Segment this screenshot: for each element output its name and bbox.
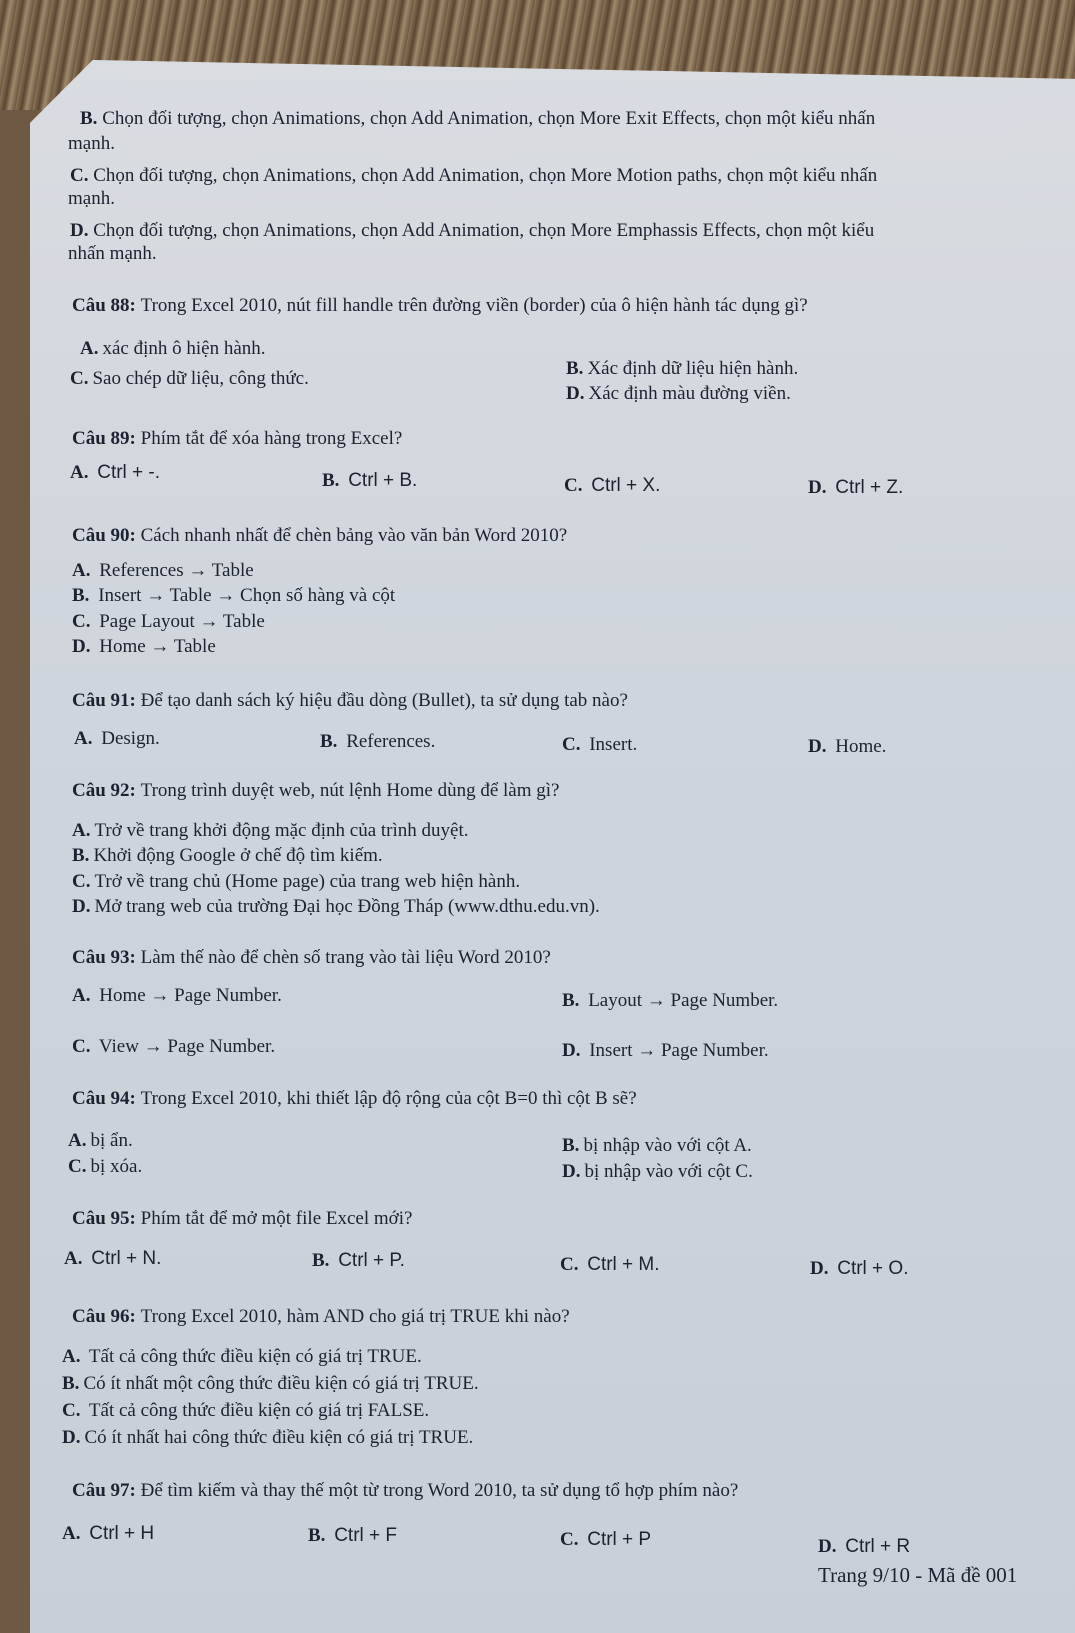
option-text: Sao chép dữ liệu, công thức. <box>92 368 309 389</box>
option-letter: A. <box>62 1523 81 1544</box>
option-text: View → Page Number. <box>98 1036 276 1057</box>
q94-option-c <box>68 1156 142 1178</box>
option-text: Home → Table <box>99 636 216 657</box>
question-text: Làm thế nào để chèn số trang vào tài liệu Word 2010? <box>140 947 551 968</box>
prev-option-c-cont: mạnh. <box>68 188 115 209</box>
option-text: Chọn đối tượng, chọn Animations, chọn Add Animation, chọn More Motion paths, chọn một kiểu nhấn <box>93 165 878 186</box>
q90-option-d <box>72 636 216 658</box>
option-text: Ctrl + Z. <box>835 477 904 498</box>
option-text: bị ẩn. <box>90 1130 133 1151</box>
option-letter: D. <box>808 477 827 498</box>
option-letter: D. <box>810 1258 829 1279</box>
question-text: Trong Excel 2010, nút fill handle trên đường viền (border) của ô hiện hành tác dụng gì? <box>140 295 808 316</box>
question-93 <box>72 947 551 969</box>
option-letter: A. <box>72 560 91 581</box>
option-text: Ctrl + F <box>334 1525 397 1546</box>
option-text: bị nhập vào với cột A. <box>583 1135 752 1156</box>
question-text: Để tạo danh sách ký hiệu đầu dòng (Bullet), ta sử dụng tab nào? <box>140 690 628 711</box>
option-letter: A. <box>64 1248 83 1269</box>
option-letter: D. <box>562 1161 581 1182</box>
question-96 <box>72 1306 570 1328</box>
q97-option-c <box>560 1529 651 1551</box>
q90-option-c <box>72 611 265 633</box>
option-letter: D. <box>818 1536 837 1557</box>
option-text: Ctrl + X. <box>591 475 661 496</box>
option-letter: A. <box>62 1346 81 1367</box>
q89-option-b <box>322 470 417 492</box>
q96-option-b <box>62 1373 479 1395</box>
question-text: Phím tắt để mở một file Excel mới? <box>140 1208 413 1229</box>
option-letter: C. <box>62 1400 81 1421</box>
q89-option-c <box>564 475 660 497</box>
prev-option-c <box>70 165 877 187</box>
q95-option-c <box>560 1254 660 1276</box>
option-text: Layout → Page Number. <box>588 990 779 1011</box>
question-label: Câu 97: <box>72 1480 136 1501</box>
option-text: References. <box>346 731 436 752</box>
q94-option-d <box>562 1161 753 1183</box>
option-letter: C. <box>70 165 89 186</box>
page-footer: Trang 9/10 - Mã đề 001 <box>818 1563 1018 1587</box>
q92-option-a <box>72 820 468 842</box>
option-text: Ctrl + M. <box>587 1254 660 1275</box>
option-text: Ctrl + P. <box>338 1250 405 1271</box>
option-letter: B. <box>562 1135 580 1156</box>
q97-option-b <box>308 1525 397 1547</box>
question-text: Cách nhanh nhất để chèn bảng vào văn bản Word 2010? <box>140 525 568 546</box>
option-text: Chọn đối tượng, chọn Animations, chọn Add Animation, chọn More Emphassis Effects, chọn một kiểu <box>93 220 875 241</box>
option-text: References → Table <box>99 560 254 581</box>
question-label: Câu 90: <box>72 525 136 546</box>
q93-option-d <box>562 1040 769 1062</box>
option-text: Ctrl + P <box>587 1529 652 1550</box>
q90-option-b <box>72 585 395 607</box>
option-text: Home → Page Number. <box>99 985 282 1006</box>
option-text: xác định ô hiện hành. <box>102 338 266 359</box>
option-letter: B. <box>308 1525 326 1546</box>
option-text: Ctrl + N. <box>91 1248 162 1269</box>
question-text: Trong Excel 2010, khi thiết lập độ rộng của cột B=0 thì cột B sẽ? <box>140 1088 637 1109</box>
question-text: Trong trình duyệt web, nút lệnh Home dùng để làm gì? <box>140 780 560 801</box>
option-letter: D. <box>62 1427 81 1448</box>
option-letter: B. <box>562 990 580 1011</box>
option-letter: D. <box>808 736 827 757</box>
option-text: Insert. <box>589 734 638 755</box>
option-letter: B. <box>80 108 98 129</box>
option-letter: D. <box>70 220 89 241</box>
question-88 <box>72 295 808 317</box>
question-text: Để tìm kiếm và thay thế một từ trong Word 2010, ta sử dụng tổ hợp phím nào? <box>140 1480 739 1501</box>
option-letter: C. <box>72 611 91 632</box>
option-letter: A. <box>74 728 93 749</box>
question-95 <box>72 1208 412 1230</box>
option-letter: B. <box>72 845 90 866</box>
option-letter: C. <box>562 734 581 755</box>
q91-option-d <box>808 736 886 758</box>
option-text: Trở về trang chủ (Home page) của trang web hiện hành. <box>94 871 521 892</box>
question-text: Trong Excel 2010, hàm AND cho giá trị TRUE khi nào? <box>140 1306 570 1327</box>
option-letter: D. <box>72 636 91 657</box>
question-label: Câu 96: <box>72 1306 136 1327</box>
option-text: Có ít nhất một công thức điều kiện có giá trị TRUE. <box>83 1373 479 1394</box>
option-letter: D. <box>72 896 91 917</box>
q97-option-a <box>62 1523 154 1545</box>
q92-option-b <box>72 845 383 867</box>
question-90 <box>72 525 567 547</box>
option-letter: B. <box>320 731 338 752</box>
option-text: Design. <box>101 728 160 749</box>
q89-option-a <box>70 462 160 484</box>
question-89 <box>72 428 402 450</box>
option-letter: B. <box>322 470 340 491</box>
q91-option-a <box>74 728 160 750</box>
q88-option-d <box>566 383 791 405</box>
option-letter: C. <box>70 368 89 389</box>
option-text: Mở trang web của trường Đại học Đồng Tháp (www.dthu.edu.vn). <box>94 896 600 917</box>
q95-option-a <box>64 1248 161 1270</box>
option-text: Ctrl + R <box>845 1536 911 1557</box>
option-text: bị xóa. <box>90 1156 143 1177</box>
q89-option-d <box>808 477 903 499</box>
question-label: Câu 89: <box>72 428 136 449</box>
q88-option-c <box>70 368 309 390</box>
q96-option-a <box>62 1346 422 1368</box>
option-text: Insert → Page Number. <box>589 1040 769 1061</box>
q94-option-a <box>68 1130 133 1152</box>
question-97 <box>72 1480 738 1502</box>
q93-option-a <box>72 985 282 1007</box>
q92-option-c <box>72 871 520 893</box>
option-text: Ctrl + O. <box>837 1258 909 1279</box>
q91-option-c <box>562 734 637 756</box>
option-letter: C. <box>68 1156 87 1177</box>
option-letter: D. <box>566 383 585 404</box>
q91-option-b <box>320 731 435 753</box>
q94-option-b <box>562 1135 752 1157</box>
option-letter: B. <box>566 358 584 379</box>
prev-option-d-cont: nhấn mạnh. <box>68 243 157 264</box>
option-letter: C. <box>560 1254 579 1275</box>
option-text: Home. <box>835 736 887 757</box>
option-letter: A. <box>72 985 91 1006</box>
option-text: Page Layout → Table <box>99 611 265 632</box>
option-text: bị nhập vào với cột C. <box>584 1161 753 1182</box>
question-label: Câu 92: <box>72 780 136 801</box>
option-letter: B. <box>62 1373 80 1394</box>
option-text: Insert → Table → Chọn số hàng và cột <box>98 585 396 606</box>
option-text: Trở về trang khởi động mặc định của trình duyệt. <box>94 820 469 841</box>
option-letter: A. <box>72 820 91 841</box>
q90-option-a <box>72 560 254 582</box>
option-text: Chọn đối tượng, chọn Animations, chọn Add Animation, chọn More Exit Effects, chọn một kiểu nhấn <box>102 108 876 129</box>
option-letter: A. <box>68 1130 87 1151</box>
question-label: Câu 94: <box>72 1088 136 1109</box>
option-text: Ctrl + H <box>89 1523 155 1544</box>
q88-option-a <box>80 338 266 360</box>
prev-option-b <box>80 108 875 130</box>
question-label: Câu 88: <box>72 295 136 316</box>
question-94 <box>72 1088 637 1110</box>
question-92 <box>72 780 559 802</box>
option-text: Tất cả công thức điều kiện có giá trị TRUE. <box>88 1346 422 1367</box>
question-label: Câu 91: <box>72 690 136 711</box>
option-letter: B. <box>72 585 90 606</box>
option-text: Xác định màu đường viền. <box>588 383 791 404</box>
question-label: Câu 93: <box>72 947 136 968</box>
q93-option-c <box>72 1036 275 1058</box>
q92-option-d <box>72 896 600 918</box>
q88-option-b <box>566 358 798 380</box>
option-text: Có ít nhất hai công thức điều kiện có giá trị TRUE. <box>84 1427 474 1448</box>
q97-option-d <box>818 1536 910 1558</box>
option-text: Ctrl + B. <box>348 470 418 491</box>
q95-option-b <box>312 1250 405 1272</box>
question-label: Câu 95: <box>72 1208 136 1229</box>
option-text: Xác định dữ liệu hiện hành. <box>587 358 799 379</box>
question-text: Phím tắt để xóa hàng trong Excel? <box>140 428 403 449</box>
option-text: Khởi động Google ở chế độ tìm kiếm. <box>93 845 383 866</box>
option-letter: C. <box>72 871 91 892</box>
option-letter: A. <box>80 338 99 359</box>
option-letter: B. <box>312 1250 330 1271</box>
option-letter: D. <box>562 1040 581 1061</box>
q96-option-d <box>62 1427 473 1449</box>
option-letter: C. <box>564 475 583 496</box>
prev-option-b-cont: mạnh. <box>68 133 115 154</box>
option-text: Ctrl + -. <box>97 462 161 483</box>
option-text: Tất cả công thức điều kiện có giá trị FALSE. <box>88 1400 430 1421</box>
prev-option-d <box>70 220 874 242</box>
q95-option-d <box>810 1258 909 1280</box>
question-91 <box>72 690 628 712</box>
option-letter: A. <box>70 462 89 483</box>
option-letter: C. <box>560 1529 579 1550</box>
option-letter: C. <box>72 1036 91 1057</box>
q96-option-c <box>62 1400 429 1422</box>
q93-option-b <box>562 990 778 1012</box>
